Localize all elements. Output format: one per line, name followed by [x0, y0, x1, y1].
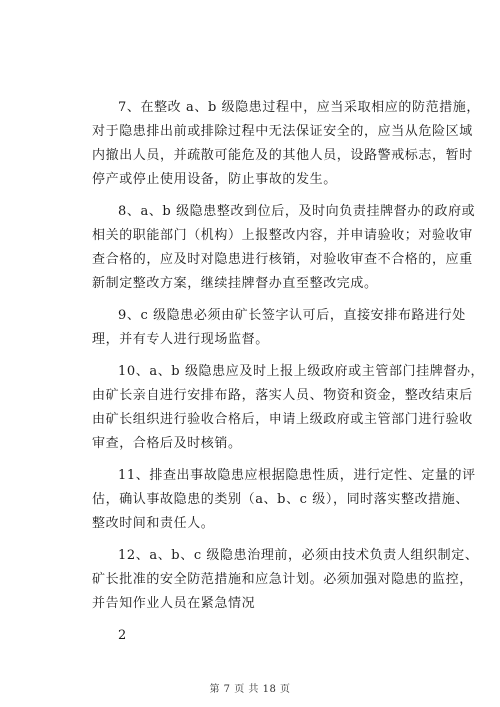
paragraph-8	[92, 200, 476, 296]
text-line: 由矿长组织进行验收合格后，申请上级政府或主管部门进行验收	[92, 412, 473, 427]
paragraph-12	[92, 544, 479, 616]
paragraph-10	[92, 360, 485, 456]
text-line: 并告知作业人员在紧急情况	[92, 596, 256, 611]
text-line: 审查，合格后及时核销。	[92, 436, 242, 451]
text-line: 相关的职能部门（机构）上报整改内容，并申请验收；对验收审	[92, 228, 473, 243]
document-body	[92, 96, 485, 656]
text-line: 矿长批准的安全防范措施和应急计划。必须加强对隐患的监控，	[92, 572, 473, 587]
paragraph-9	[92, 304, 466, 352]
text-line: 9、c 级隐患必须由矿长签字认可后，直接安排布路进行处	[118, 308, 466, 323]
page-number-footer: 第 7 页 共 18 页	[209, 684, 291, 695]
text-line: 查合格的，应及时对隐患进行核销，对验收审查不合格的，应重	[92, 252, 473, 267]
text-line: 由矿长亲自进行安排布路，落实人员、物资和资金，整改结束后	[92, 388, 473, 403]
text-line: 10、a、b 级隐患应及时上报上级政府或主管部门挂牌督办，	[118, 364, 485, 379]
text-line: 停产或停止使用设备，防止事故的发生。	[92, 172, 337, 187]
paragraph-11	[92, 464, 476, 536]
text-line: 11、排查出事故隐患应根据隐患性质，进行定性、定量的评	[118, 468, 476, 483]
paragraph-stray-number	[92, 624, 452, 648]
text-line: 内撤出人员，并疏散可能危及的其他人员，设路警戒标志，暂时	[92, 148, 473, 163]
paragraph-7	[92, 96, 481, 192]
text-line: 新制定整改方案，继续挂牌督办直至整改完成。	[92, 276, 378, 291]
text-line: 对于隐患排出前或排除过程中无法保证安全的，应当从危险区域	[92, 124, 473, 139]
text-line: 7、在整改 a、b 级隐患过程中，应当采取相应的防范措施，	[118, 100, 481, 115]
text-line: 估，确认事故隐患的类别（a、b、c 级），同时落实整改措施、	[92, 492, 469, 507]
text-line: 8、a、b 级隐患整改到位后，及时向负责挂牌督办的政府或	[118, 204, 476, 219]
text-line: 2	[118, 628, 127, 643]
text-line: 12、a、b、c 级隐患治理前，必须由技术负责人组织制定、	[118, 548, 479, 563]
text-line: 理，并有专人进行现场监督。	[92, 332, 269, 347]
text-line: 整改时间和责任人。	[92, 516, 215, 531]
